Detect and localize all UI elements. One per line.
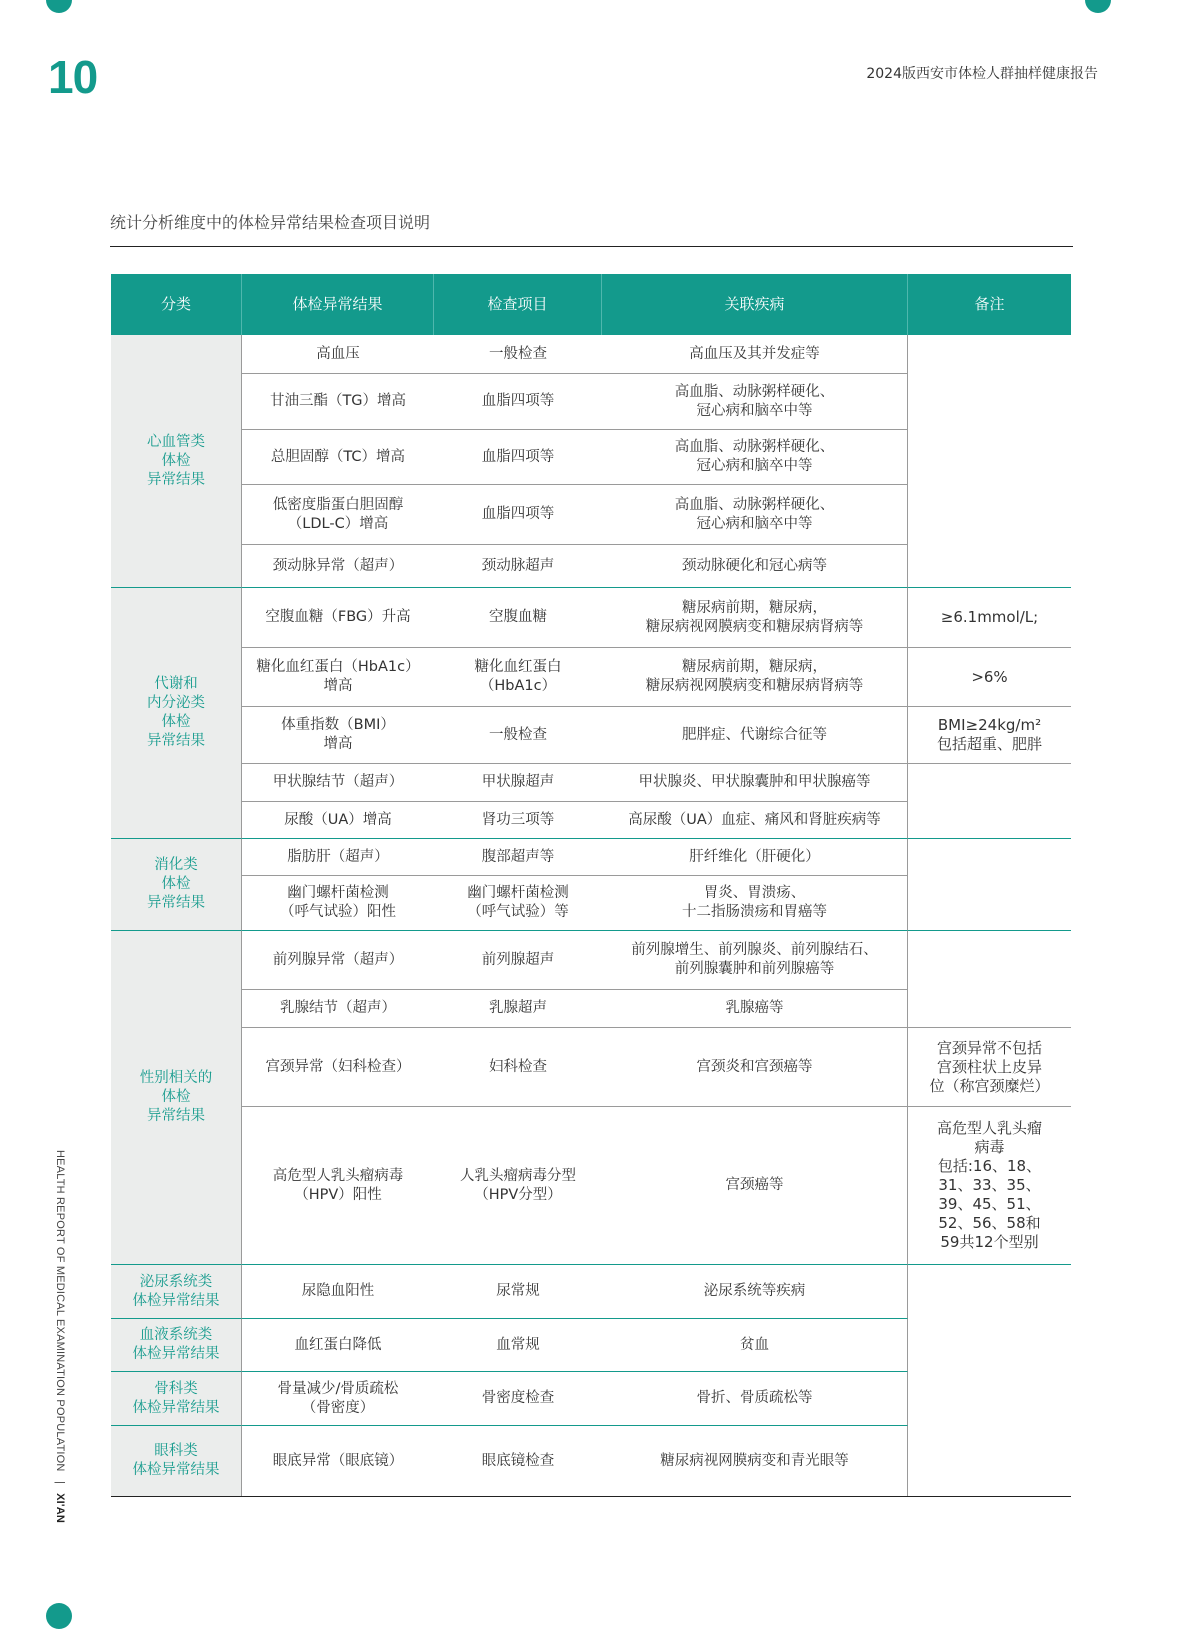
table-cell-disease: 高尿酸（UA）血症、痛风和肾脏疾病等	[602, 802, 908, 839]
table-cell-disease: 泌尿系统等疾病	[602, 1265, 908, 1319]
table-cell-disease: 宫颈炎和宫颈癌等	[602, 1028, 908, 1107]
table-cell-note-empty	[908, 931, 1071, 1028]
table-cell-disease: 糖尿病视网膜病变和青光眼等	[602, 1426, 908, 1496]
table-cell-result: 尿酸（UA）增高	[242, 802, 434, 839]
table-cell-disease: 骨折、骨质疏松等	[602, 1372, 908, 1426]
table-cell-result: 血红蛋白降低	[242, 1319, 434, 1372]
table-cell-disease: 糖尿病前期，糖尿病， 糖尿病视网膜病变和糖尿病肾病等	[602, 648, 908, 707]
table-cell-exam: 一般检查	[434, 335, 602, 374]
table-cell-disease: 高血脂、动脉粥样硬化、 冠心病和脑卒中等	[602, 430, 908, 485]
table-cell-exam: 一般检查	[434, 707, 602, 764]
table-cell-exam: 骨密度检查	[434, 1372, 602, 1426]
table-cell-result: 宫颈异常（妇科检查）	[242, 1028, 434, 1107]
category-metabolic: 代谢和 内分泌类 体检 异常结果	[111, 588, 242, 839]
side-text-city: XI'AN	[54, 1493, 66, 1524]
table-cell-disease: 宫颈癌等	[602, 1107, 908, 1265]
table-cell-exam: 妇科检查	[434, 1028, 602, 1107]
table-cell-disease: 肝纤维化（肝硬化）	[602, 839, 908, 876]
table-cell-note: ≥6.1mmol/L;	[908, 588, 1071, 648]
table-cell-disease: 高血脂、动脉粥样硬化、 冠心病和脑卒中等	[602, 485, 908, 545]
table-cell-exam: 腹部超声等	[434, 839, 602, 876]
table-cell-result: 前列腺异常（超声）	[242, 931, 434, 990]
category-ophthalmic: 眼科类 体检异常结果	[111, 1426, 242, 1496]
table-cell-exam: 颈动脉超声	[434, 545, 602, 588]
table-cell-exam: 幽门螺杆菌检测 （呼气试验）等	[434, 876, 602, 931]
table-header-disease: 关联疾病	[602, 274, 908, 335]
table-header-exam: 检查项目	[434, 274, 602, 335]
category-cardiovascular: 心血管类 体检 异常结果	[111, 335, 242, 588]
table-cell-exam: 前列腺超声	[434, 931, 602, 990]
table-cell-result: 幽门螺杆菌检测 （呼气试验）阳性	[242, 876, 434, 931]
table-cell-result: 高危型人乳头瘤病毒 （HPV）阳性	[242, 1107, 434, 1265]
table-cell-result: 尿隐血阳性	[242, 1265, 434, 1319]
table-cell-disease: 高血压及其并发症等	[602, 335, 908, 374]
table-cell-result: 骨量减少/骨质疏松 （骨密度）	[242, 1372, 434, 1426]
side-text-separator: |	[54, 1480, 66, 1484]
corner-dot-top-left	[46, 0, 72, 13]
side-text-main: HEALTH REPORT OF MEDICAL EXAMINATION POPULATION	[54, 1150, 66, 1472]
table-cell-exam: 人乳头瘤病毒分型 （HPV分型）	[434, 1107, 602, 1265]
exam-items-table	[111, 274, 1071, 1497]
category-blood: 血液系统类 体检异常结果	[111, 1319, 242, 1372]
table-cell-result: 颈动脉异常（超声）	[242, 545, 434, 588]
table-cell-exam: 空腹血糖	[434, 588, 602, 648]
table-cell-exam: 肾功三项等	[434, 802, 602, 839]
table-cell-exam: 血脂四项等	[434, 485, 602, 545]
table-cell-result: 甘油三酯（TG）增高	[242, 374, 434, 430]
table-cell-result: 空腹血糖（FBG）升高	[242, 588, 434, 648]
table-cell-note-empty	[908, 335, 1071, 588]
table-cell-note: 高危型人乳头瘤 病毒 包括:16、18、 31、33、35、 39、45、51、 52、56、58和 59共12个型别	[908, 1107, 1071, 1265]
table-cell-note-empty	[908, 839, 1071, 931]
table-header-note: 备注	[908, 274, 1071, 335]
table-cell-result: 糖化血红蛋白（HbA1c） 增高	[242, 648, 434, 707]
table-cell-result: 低密度脂蛋白胆固醇 （LDL-C）增高	[242, 485, 434, 545]
table-cell-note: 宫颈异常不包括 宫颈柱状上皮异 位（称宫颈糜烂）	[908, 1028, 1071, 1107]
table-header-category: 分类	[111, 274, 242, 335]
table-cell-exam: 血脂四项等	[434, 430, 602, 485]
table-cell-note-empty	[908, 1265, 1071, 1496]
table-cell-note: >6%	[908, 648, 1071, 707]
category-orthopedic: 骨科类 体检异常结果	[111, 1372, 242, 1426]
table-cell-exam: 甲状腺超声	[434, 764, 602, 802]
table-cell-disease: 肥胖症、代谢综合征等	[602, 707, 908, 764]
table-cell-exam: 血脂四项等	[434, 374, 602, 430]
table-cell-disease: 糖尿病前期，糖尿病， 糖尿病视网膜病变和糖尿病肾病等	[602, 588, 908, 648]
table-cell-note-empty	[908, 764, 1071, 839]
table-cell-note: BMI≥24kg/m² 包括超重、肥胖	[908, 707, 1071, 764]
category-digestive: 消化类 体检 异常结果	[111, 839, 242, 931]
report-title: 2024版西安市体检人群抽样健康报告	[866, 66, 1098, 82]
table-cell-disease: 颈动脉硬化和冠心病等	[602, 545, 908, 588]
corner-dot-top-right	[1085, 0, 1111, 13]
table-cell-disease: 高血脂、动脉粥样硬化、 冠心病和脑卒中等	[602, 374, 908, 430]
category-urinary: 泌尿系统类 体检异常结果	[111, 1265, 242, 1319]
section-title: 统计分析维度中的体检异常结果检查项目说明	[110, 213, 431, 232]
corner-dot-bottom-left	[46, 1603, 72, 1629]
table-cell-disease: 甲状腺炎、甲状腺囊肿和甲状腺癌等	[602, 764, 908, 802]
table-cell-disease: 前列腺增生、前列腺炎、前列腺结石、 前列腺囊肿和前列腺癌等	[602, 931, 908, 990]
table-cell-disease: 乳腺癌等	[602, 990, 908, 1028]
table-cell-result: 甲状腺结节（超声）	[242, 764, 434, 802]
table-cell-result: 脂肪肝（超声）	[242, 839, 434, 876]
table-cell-result: 总胆固醇（TC）增高	[242, 430, 434, 485]
table-cell-result: 体重指数（BMI） 增高	[242, 707, 434, 764]
table-cell-exam: 乳腺超声	[434, 990, 602, 1028]
table-cell-exam: 眼底镜检查	[481, 1452, 555, 1469]
table-cell-exam: 血常规	[434, 1319, 602, 1372]
table-header-result: 体检异常结果	[242, 274, 434, 335]
side-running-text	[56, 1150, 66, 1523]
table-cell-exam: 糖化血红蛋白 （HbA1c）	[434, 648, 602, 707]
page-number: 10	[48, 51, 98, 103]
category-gender: 性别相关的 体检 异常结果	[111, 931, 242, 1265]
table-cell-result: 眼底异常（眼底镜）	[272, 1452, 404, 1469]
table-cell-result: 乳腺结节（超声）	[242, 990, 434, 1028]
table-cell-exam: 尿常规	[434, 1265, 602, 1319]
table-cell-result: 高血压	[242, 335, 434, 374]
table-cell-disease: 胃炎、胃溃疡、 十二指肠溃疡和胃癌等	[602, 876, 908, 931]
section-divider	[110, 246, 1073, 247]
table-cell-disease: 贫血	[602, 1319, 908, 1372]
